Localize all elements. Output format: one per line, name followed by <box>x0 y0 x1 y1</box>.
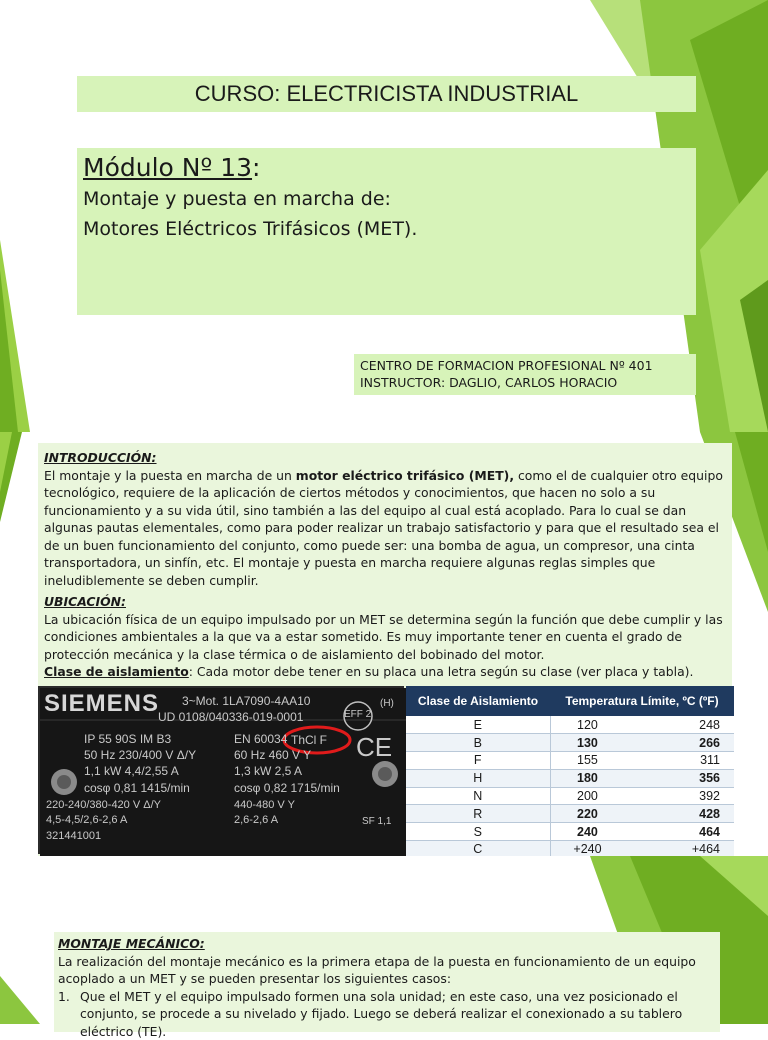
cell-fahrenheit: 428 <box>624 805 734 823</box>
ubicacion-paragraph: La ubicación física de un equipo impulsado por un MET se determina según la función que debe cumplir y las condiciones ambientales a la que va a estar sometido. Es muy importante tener en cuenta el grado de protección mecánica y la clase térmica o de aislamiento del bobinado del motor. <box>44 611 732 664</box>
nameplate-line: cosφ 0,82 1715/min <box>234 781 340 795</box>
cell-class: N <box>406 787 550 805</box>
slide-montaje <box>0 856 768 1024</box>
module-subtitle-line2: Motores Eléctricos Trifásicos (MET). <box>83 214 690 244</box>
table-row <box>406 823 734 841</box>
nameplate-line: 4,5-4,5/2,6-2,6 A <box>46 814 127 826</box>
cell-celsius: 130 <box>550 734 624 752</box>
clase-paragraph <box>44 663 732 681</box>
cell-celsius: 240 <box>550 823 624 841</box>
cell-class: R <box>406 805 550 823</box>
cell-class: C <box>406 841 550 859</box>
slide-title <box>0 0 768 432</box>
cell-celsius: +240 <box>550 841 624 859</box>
nameplate-line: 1,3 kW 2,5 A <box>234 764 302 778</box>
clase-label: Clase de aislamiento <box>44 664 189 679</box>
nameplate-line: 60 Hz 460 V Y <box>234 748 311 762</box>
nameplate-brand: SIEMENS <box>44 690 159 718</box>
intro-heading: INTRODUCCIÓN: <box>44 449 732 467</box>
nameplate-serial: 321441001 <box>46 830 101 842</box>
table-row <box>406 805 734 823</box>
institution-box <box>354 354 696 395</box>
clase-text: : Cada motor debe tener en su placa una letra según su clase (ver placa y tabla). <box>189 664 694 679</box>
list-text: Que el MET y el equipo impulsado formen una sola unidad; en este caso, una vez posicionado el conjunto, se procede a su nivelado y fijado. Luego se deberá realizar el conexionado a su tablero eléctrico (TE). <box>80 988 718 1040</box>
nameplate-line: cosφ 0,81 1415/min <box>84 781 190 795</box>
cell-celsius: 200 <box>550 787 624 805</box>
nameplate-ce-mark: CE <box>356 732 392 763</box>
nameplate-eff-mark: EFF 2 <box>344 709 371 720</box>
course-title-bar <box>77 76 696 112</box>
table-row <box>406 716 734 734</box>
cell-class: F <box>406 752 550 770</box>
nameplate-line: 220-240/380-420 V Δ/Y <box>46 799 161 811</box>
nameplate-thermal-class: ThCl F <box>291 733 327 747</box>
intro-text-end: como el de cualquier otro equipo tecnológico, requiere de la aplicación de ciertos métodos y conocimientos, que hacen no solo a su funcionamiento y a su vida útil, sino también a las del equipo al cual está acoplado. Para lo cual se dan algunas pautas elementales, como para poder realizar un trabajo satisfactorio y para que el resultado sea el de un buen funcionamiento del conjunto, como puede ser: una bomba de agua, un compresor, una cinta transportadora, un sinfín, etc. El montaje y puesta en marcha requiere algunas reglas simples que ineludiblemente se deben cumplir. <box>44 468 723 588</box>
module-subtitle-line1: Montaje y puesta en marcha de: <box>83 184 690 214</box>
table-row <box>406 769 734 787</box>
nameplate-line: 440-480 V Y <box>234 799 295 811</box>
cell-class: E <box>406 716 550 734</box>
header-temperature: Temperatura Límite, ºC (ºF) <box>550 686 734 716</box>
table-header-row <box>406 686 734 716</box>
cell-fahrenheit: 266 <box>624 734 734 752</box>
cell-class: S <box>406 823 550 841</box>
nameplate-h-mark: (H) <box>380 698 394 709</box>
instructor-name: INSTRUCTOR: DAGLIO, CARLOS HORACIO <box>360 374 690 391</box>
cell-fahrenheit: 356 <box>624 769 734 787</box>
course-title: CURSO: ELECTRICISTA INDUSTRIAL <box>195 81 578 107</box>
ubicacion-heading: UBICACIÓN: <box>44 593 732 611</box>
nameplate-line: 3~Mot. 1LA7090-4AA10 <box>182 694 310 708</box>
slide-introduction <box>0 432 768 856</box>
nameplate-line: EN 60034 <box>234 732 287 746</box>
cell-celsius: 120 <box>550 716 624 734</box>
motor-nameplate-image <box>38 686 404 854</box>
table-row <box>406 752 734 770</box>
montaje-heading: MONTAJE MECÁNICO: <box>58 935 718 953</box>
cell-celsius: 220 <box>550 805 624 823</box>
list-item <box>58 988 718 1040</box>
nameplate-line: SF 1,1 <box>362 816 391 827</box>
module-box <box>77 148 696 315</box>
montaje-text <box>58 935 718 1040</box>
nameplate-line: 50 Hz 230/400 V Δ/Y <box>84 748 196 762</box>
cell-class: B <box>406 734 550 752</box>
table-row <box>406 787 734 805</box>
cell-class: H <box>406 769 550 787</box>
cell-fahrenheit: +464 <box>624 841 734 859</box>
montaje-paragraph: La realización del montaje mecánico es la primera etapa de la puesta en funcionamiento de un equipo acoplado a un MET y se pueden presentar los siguientes casos: <box>58 953 718 988</box>
cell-fahrenheit: 248 <box>624 716 734 734</box>
header-class: Clase de Aislamiento <box>406 686 550 716</box>
module-title <box>83 152 690 184</box>
table-row <box>406 734 734 752</box>
table-body <box>406 716 734 858</box>
nameplate-line: 2,6-2,6 A <box>234 814 278 826</box>
module-number: Módulo Nº 13 <box>83 153 252 182</box>
list-number: 1. <box>58 988 80 1040</box>
intro-text <box>44 449 732 681</box>
nameplate-line: 1,1 kW 4,4/2,55 A <box>84 764 179 778</box>
institution-name: CENTRO DE FORMACION PROFESIONAL Nº 401 <box>360 357 690 374</box>
cell-fahrenheit: 392 <box>624 787 734 805</box>
cell-fahrenheit: 311 <box>624 752 734 770</box>
cell-celsius: 155 <box>550 752 624 770</box>
cell-celsius: 180 <box>550 769 624 787</box>
cell-fahrenheit: 464 <box>624 823 734 841</box>
intro-paragraph <box>44 467 732 590</box>
intro-bold-term: motor eléctrico trifásico (MET), <box>296 468 514 483</box>
montaje-list <box>58 988 718 1040</box>
module-title-colon: : <box>252 153 260 182</box>
insulation-class-table <box>406 686 734 859</box>
nameplate-line: IP 55 90S IM B3 <box>84 732 171 746</box>
nameplate-line: UD 0108/040336-019-0001 <box>158 710 303 724</box>
intro-text-start: El montaje y la puesta en marcha de un <box>44 468 296 483</box>
